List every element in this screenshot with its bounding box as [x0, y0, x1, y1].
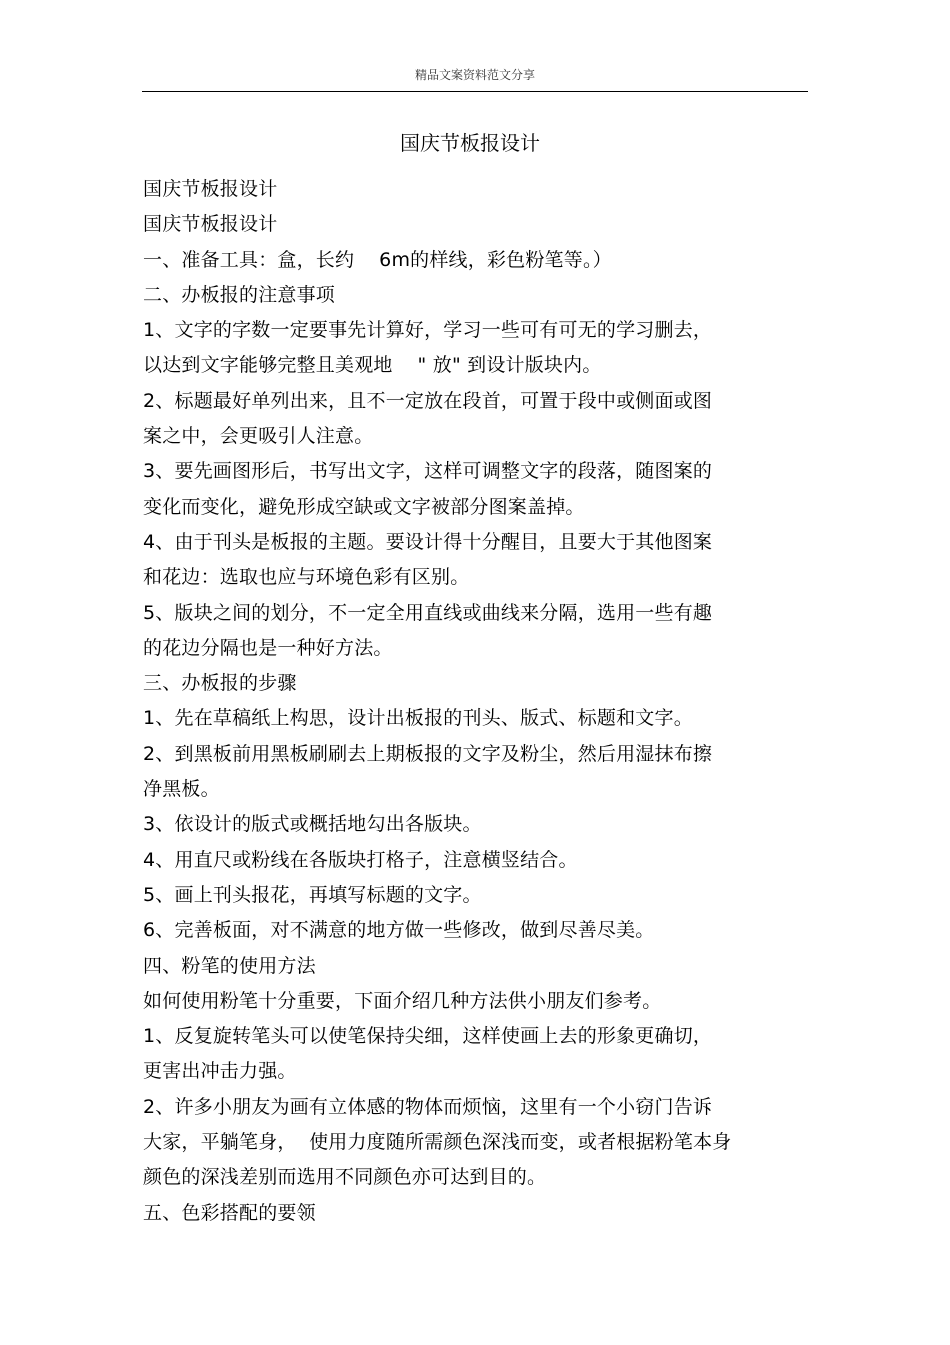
text-line: 一、准备工具：盒，长约 6m的样线，彩色粉笔等。） — [143, 248, 612, 271]
text-line: 1、先在草稿纸上构思，设计出板报的刊头、版式、标题和文字。 — [143, 707, 693, 730]
text-line: 的花边分隔也是一种好方法。 — [143, 636, 393, 659]
text-line: 4、由于刊头是板报的主题。要设计得十分醒目，且要大于其他图案 — [143, 530, 713, 553]
section-heading: 二、办板报的注意事项 — [143, 283, 336, 306]
document-body — [143, 172, 793, 1231]
text-line: 国庆节板报设计 — [143, 178, 278, 200]
text-line: 变化而变化，避免形成空缺或文字被部分图案盖掉。 — [143, 495, 585, 518]
text-line: 5、画上刊头报花，再填写标题的文字。 — [143, 883, 482, 906]
text-line: 1、反复旋转笔头可以使笔保持尖细，这样使画上去的形象更确切， — [143, 1025, 713, 1048]
text-line: 颜色的深浅差别而选用不同颜色亦可达到目的。 — [143, 1166, 547, 1189]
text-line: 3、要先画图形后，书写出文字，这样可调整文字的段落，随图案的 — [143, 460, 713, 483]
text-line: 6、完善板面，对不满意的地方做一些修改，做到尽善尽美。 — [143, 919, 655, 942]
text-line: 如何使用粉笔十分重要，下面介绍几种方法供小朋友们参考。 — [143, 989, 662, 1012]
text-line: 案之中，会更吸引人注意。 — [143, 425, 374, 448]
text-line: 3、依设计的版式或概括地勾出各版块。 — [143, 813, 482, 836]
text-line: 2、标题最好单列出来，且不一定放在段首，可置于段中或侧面或图 — [143, 389, 713, 412]
text-line: 大家，平躺笔身， 使用力度随所需颜色深浅而变，或者根据粉笔本身 — [143, 1131, 732, 1154]
header-rule — [142, 91, 808, 92]
text-line: 以达到文字能够完整且美观地 " 放" 到设计版块内。 — [143, 354, 602, 377]
text-line: 更害出冲击力强。 — [143, 1060, 297, 1083]
document-title: 国庆节板报设计 — [400, 131, 540, 155]
text-line: 国庆节板报设计 — [143, 213, 278, 236]
text-line: 1、文字的字数一定要事先计算好，学习一些可有可无的学习删去， — [143, 319, 713, 342]
text-line: 5、版块之间的划分，不一定全用直线或曲线来分隔，选用一些有趣 — [143, 601, 713, 624]
text-line: 2、到黑板前用黑板刷刷去上期板报的文字及粉尘，然后用湿抹布擦 — [143, 742, 713, 765]
section-heading: 五、色彩搭配的要领 — [143, 1201, 316, 1224]
text-line: 2、许多小朋友为画有立体感的物体而烦恼，这里有一个小窃门告诉 — [143, 1095, 713, 1118]
page-header: 精品文案资料范文分享 — [414, 68, 535, 82]
text-line: 净黑板。 — [143, 778, 220, 801]
section-heading: 四、粉笔的使用方法 — [143, 954, 316, 977]
section-heading: 三、办板报的步骤 — [143, 672, 297, 695]
text-line: 和花边：选取也应与环境色彩有区别。 — [143, 566, 470, 589]
text-line: 4、用直尺或粉线在各版块打格子，注意横竖结合。 — [143, 848, 578, 871]
